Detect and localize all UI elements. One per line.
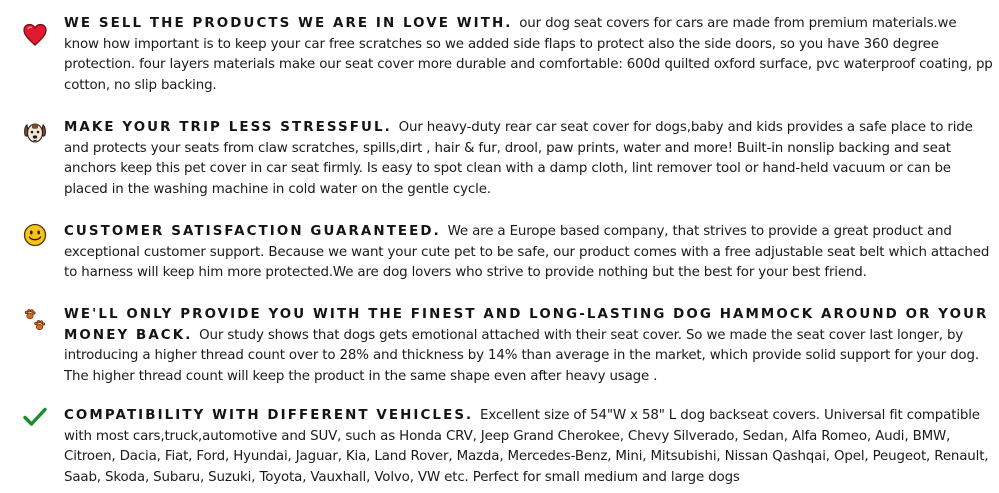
section-body: Our study shows that dogs gets emotional attached with their seat cover. So we made the seat cover last longer, by introducing a higher thread count over to 28% and thickness by 14% than average in the market, which provide solid support for your dog. The higher thread count will keep the product in the same shape even after heavy usage . <box>64 327 979 384</box>
section-body: Excellent size of 54"W x 58" L dog backseat covers. Universal fit compatible with most cars,truck,automotive and SUV, such as Honda CRV, Jeep Grand Cherokee, Chevy Silverado, Sedan, Alfa Romeo, Audi, BMW, Citroen, Dacia, Fiat, Ford, Hyundai, Jaguar, Kia, Land Rover, Mazda, Mercedes-Benz, Mini, Mitsubishi, Nissan Qashqai, Opel, Peugeot, Renault, Saab, Skoda, Subaru, Suzuki, Toyota, Vauxhall, Volvo, VW etc. Perfect for small medium and large dogs <box>64 408 989 485</box>
section-heading: MAKE YOUR TRIP LESS STRESSFUL. <box>64 120 399 135</box>
section-heading: CUSTOMER SATISFACTION GUARANTEED. <box>64 224 448 239</box>
section-text <box>64 14 994 96</box>
section-heading: WE'LL ONLY PROVIDE YOU WITH THE FINEST AND LONG-LASTING DOG HAMMOCK AROUND OR YOUR MONEY BACK. <box>64 307 989 343</box>
section-body: our dog seat covers for cars are made from premium materials.we know how important is to keep your car free scratches so we added side flaps to protect also the side doors, so you have 360 degree protection. four layers materials make our seat cover more durable and comfortable: 600d quilted oxford surface, pvc waterproof coating, pp cotton, no slip backing. <box>64 16 993 93</box>
section-text <box>64 222 994 284</box>
section-text <box>64 118 994 200</box>
smiley-face-icon <box>22 222 48 248</box>
section-body: We are a Europe based company, that strives to provide a great product and exceptional customer support. Because we want your cute pet to be safe, our product comes with a free adjustable seat belt which attached to harness will keep him more protected.We are dog lovers who strive to provide nothing but the best for your best friend. <box>64 224 990 281</box>
section-heading: COMPATIBILITY WITH DIFFERENT VEHICLES. <box>64 408 481 423</box>
section-body: Our heavy-duty rear car seat cover for dogs,baby and kids provides a safe place to ride and protects your seats from claw scratches, spills,dirt , hair & fur, drool, paw prints, water and more! Built-in nonslip backing and seat anchors keep this pet cover in car seat firmly. Is easy to spot clean with a damp cloth, lint remover tool or hand-held vacuum or can be placed in the washing machine in cold water on the gentle cycle. <box>64 120 973 197</box>
dog-face-icon <box>22 120 48 146</box>
check-mark-icon <box>22 404 48 430</box>
section-text <box>64 305 994 387</box>
heart-icon <box>22 22 48 48</box>
section-text <box>64 406 994 488</box>
section-heading: WE SELL THE PRODUCTS WE ARE IN LOVE WITH. <box>64 16 520 31</box>
paw-prints-icon <box>22 307 48 333</box>
